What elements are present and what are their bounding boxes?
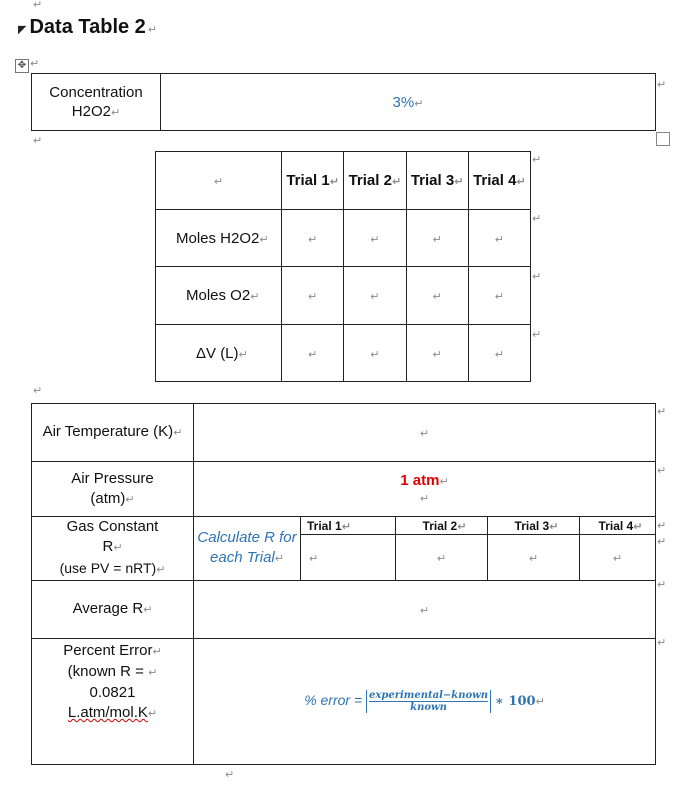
- air-temperature-value[interactable]: [194, 404, 656, 462]
- row-end-mark: [657, 636, 666, 649]
- table-cell[interactable]: [406, 210, 468, 267]
- row-end-mark: [532, 212, 541, 225]
- air-temperature-label: Air Temperature (K) ↵: [32, 404, 194, 462]
- r-trial-4-header: Trial 4 ↵: [580, 517, 656, 535]
- average-r-value[interactable]: [194, 581, 656, 639]
- table-cell[interactable]: [344, 325, 406, 382]
- row-header-moles-o2: Moles O2 ↵: [156, 267, 282, 325]
- table-move-handle-icon[interactable]: ✥: [15, 59, 29, 73]
- page-title: ◤ Data Table 2 ↵: [18, 16, 157, 39]
- percent-error-label: Percent Error ↵ (known R = ↵ 0.0821 L.atm/mol.K ↵: [32, 639, 194, 765]
- table-resize-handle[interactable]: [656, 132, 670, 146]
- row-end-mark: [532, 153, 541, 166]
- row-header-delta-v: ΔV (L) ↵: [156, 325, 282, 382]
- concentration-table: [31, 73, 656, 131]
- row-end-mark: [657, 578, 666, 591]
- table-cell[interactable]: [344, 267, 406, 325]
- concentration-value: 3%: [392, 93, 415, 111]
- percent-error-formula-cell[interactable]: [194, 639, 656, 765]
- table-cell[interactable]: [468, 210, 530, 267]
- row-end-mark: [657, 535, 666, 548]
- paragraph-mark: [33, 384, 42, 397]
- table-cell[interactable]: [406, 267, 468, 325]
- paragraph-mark: [33, 134, 42, 147]
- row-end-mark: [657, 405, 666, 418]
- table-cell[interactable]: [282, 267, 344, 325]
- air-pressure-value: 1 atm: [400, 472, 440, 489]
- col-header-trial-4: Trial 4 ↵: [468, 152, 530, 210]
- air-pressure-value-cell[interactable]: [194, 462, 656, 517]
- table-cell[interactable]: [282, 325, 344, 382]
- table-cell[interactable]: [468, 325, 530, 382]
- col-header-trial-3: Trial 3 ↵: [406, 152, 468, 210]
- paragraph-mark: [225, 768, 234, 781]
- row-end-mark: [657, 464, 666, 477]
- r-trial-2-cell[interactable]: [396, 535, 488, 581]
- gas-constant-table: [31, 403, 656, 765]
- r-trial-3-cell[interactable]: [488, 535, 580, 581]
- paragraph-mark: [33, 0, 42, 11]
- col-header-trial-1: Trial 1 ↵: [282, 152, 344, 210]
- row-header-moles-h2o2: Moles H2O2 ↵: [156, 210, 282, 267]
- r-trial-1-cell[interactable]: [301, 535, 396, 581]
- row-end-mark: [657, 519, 666, 532]
- row-end-mark: [657, 78, 666, 91]
- percent-error-formula: % error = $\frac{\text{experimental−known}}{\text{known}}$ ∗ 100 ↵: [304, 692, 545, 708]
- average-r-label: Average R ↵: [32, 581, 194, 639]
- gas-constant-label: Gas Constant R ↵ (use PV = nRT) ↵: [32, 517, 194, 581]
- corner-cell[interactable]: [156, 152, 282, 210]
- table-cell[interactable]: [406, 325, 468, 382]
- r-trial-4-cell[interactable]: [580, 535, 656, 581]
- trials-table: [155, 151, 531, 382]
- calculate-r-note: Calculate R for each Trial ↵: [194, 517, 301, 581]
- r-trial-2-header: Trial 2 ↵: [396, 517, 488, 535]
- air-pressure-label: Air Pressure (atm) ↵: [32, 462, 194, 517]
- r-trial-3-header: Trial 3 ↵: [488, 517, 580, 535]
- r-trial-1-header: Trial 1 ↵: [301, 517, 396, 535]
- paragraph-mark: [30, 57, 39, 70]
- concentration-value-cell[interactable]: [161, 74, 656, 131]
- table-cell[interactable]: [282, 210, 344, 267]
- row-end-mark: [532, 328, 541, 341]
- col-header-trial-2: Trial 2 ↵: [344, 152, 406, 210]
- concentration-label: Concentration H2O2 ↵: [32, 74, 161, 131]
- table-cell[interactable]: [468, 267, 530, 325]
- row-end-mark: [532, 270, 541, 283]
- table-cell[interactable]: [344, 210, 406, 267]
- bullet-icon: ◤: [18, 24, 27, 36]
